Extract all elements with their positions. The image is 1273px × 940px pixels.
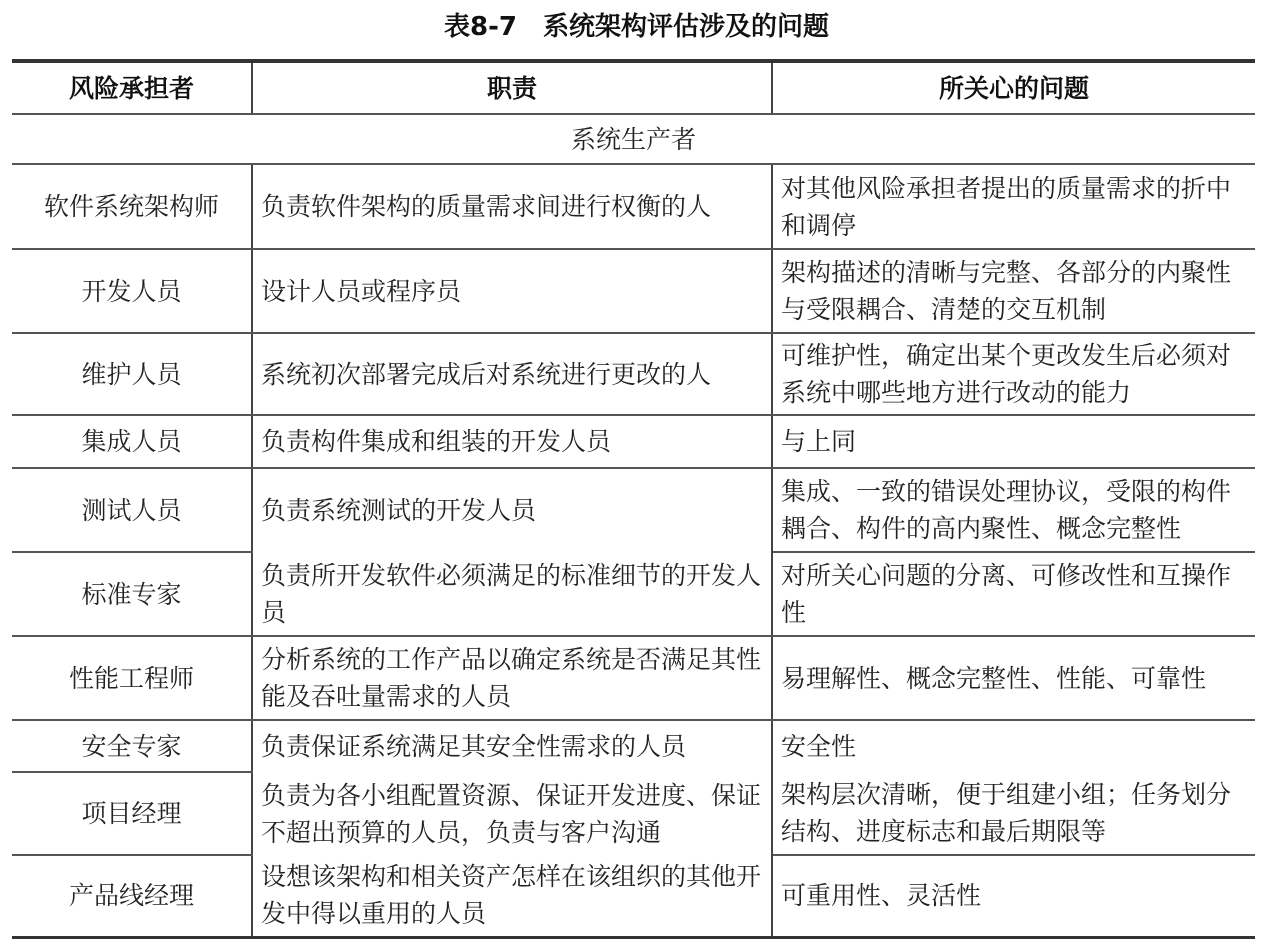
- concern-cell: 与上同: [772, 415, 1255, 468]
- section-row: [12, 114, 1255, 164]
- table-row: [12, 164, 1255, 249]
- role-cell: 软件系统架构师: [12, 164, 252, 249]
- table-row: [12, 415, 1255, 468]
- role-cell: 维护人员: [12, 333, 252, 415]
- duty-cell: 负责软件架构的质量需求间进行权衡的人: [252, 164, 772, 249]
- stakeholder-table: [12, 59, 1255, 939]
- duty-cell: 负责为各小组配置资源、保证开发进度、保证不超出预算的人员，负责与客户沟通: [252, 772, 772, 855]
- role-cell: 安全专家: [12, 720, 252, 772]
- table-row: [12, 468, 1255, 552]
- concern-cell: 可维护性，确定出某个更改发生后必须对系统中哪些地方进行改动的能力: [772, 333, 1255, 415]
- concern-cell: 可重用性、灵活性: [772, 855, 1255, 937]
- header-duty: 职责: [252, 61, 772, 114]
- duty-cell: 分析系统的工作产品以确定系统是否满足其性能及吞吐量需求的人员: [252, 636, 772, 720]
- duty-cell: 负责系统测试的开发人员: [252, 468, 772, 552]
- concern-cell: 集成、一致的错误处理协议，受限的构件耦合、构件的高内聚性、概念完整性: [772, 468, 1255, 552]
- concern-cell: 对所关心问题的分离、可修改性和互操作性: [772, 552, 1255, 636]
- concern-cell: 架构描述的清晰与完整、各部分的内聚性与受限耦合、清楚的交互机制: [772, 249, 1255, 333]
- concern-cell: 易理解性、概念完整性、性能、可靠性: [772, 636, 1255, 720]
- table-row: [12, 552, 1255, 636]
- header-concern: 所关心的问题: [772, 61, 1255, 114]
- concern-cell: 安全性: [781, 732, 857, 761]
- table-row: [12, 855, 1255, 937]
- role-cell: 项目经理: [12, 772, 252, 855]
- concern-cell: 架构层次清晰，便于组建小组；任务划分结构、进度标志和最后期限等: [772, 772, 1255, 855]
- header-row: [12, 61, 1255, 114]
- role-cell: 产品线经理: [12, 855, 252, 937]
- table-row: [12, 720, 1255, 772]
- duty-cell: 设想该架构和相关资产怎样在该组织的其他开发中得以重用的人员: [252, 855, 772, 937]
- role-cell: 标准专家: [12, 552, 252, 636]
- table-title: 表8-7 系统架构评估涉及的问题: [444, 12, 829, 42]
- duty-cell: 负责保证系统满足其安全性需求的人员: [252, 720, 772, 772]
- role-cell: 集成人员: [12, 415, 252, 468]
- table-row: [12, 772, 1255, 855]
- role-cell: 测试人员: [12, 468, 252, 552]
- duty-cell: 系统初次部署完成后对系统进行更改的人: [252, 333, 772, 415]
- header-stakeholder: 风险承担者: [12, 61, 252, 114]
- table-row: [12, 636, 1255, 720]
- duty-cell: 设计人员或程序员: [252, 249, 772, 333]
- role-cell: 开发人员: [12, 249, 252, 333]
- duty-cell: 负责所开发软件必须满足的标准细节的开发人员: [252, 552, 772, 636]
- table-row: [12, 249, 1255, 333]
- concern-cell: 对其他风险承担者提出的质量需求的折中和调停: [772, 164, 1255, 249]
- role-cell: 性能工程师: [12, 636, 252, 720]
- section-label: 系统生产者: [12, 114, 1255, 164]
- table-row: [12, 333, 1255, 415]
- duty-cell: 负责构件集成和组装的开发人员: [252, 415, 772, 468]
